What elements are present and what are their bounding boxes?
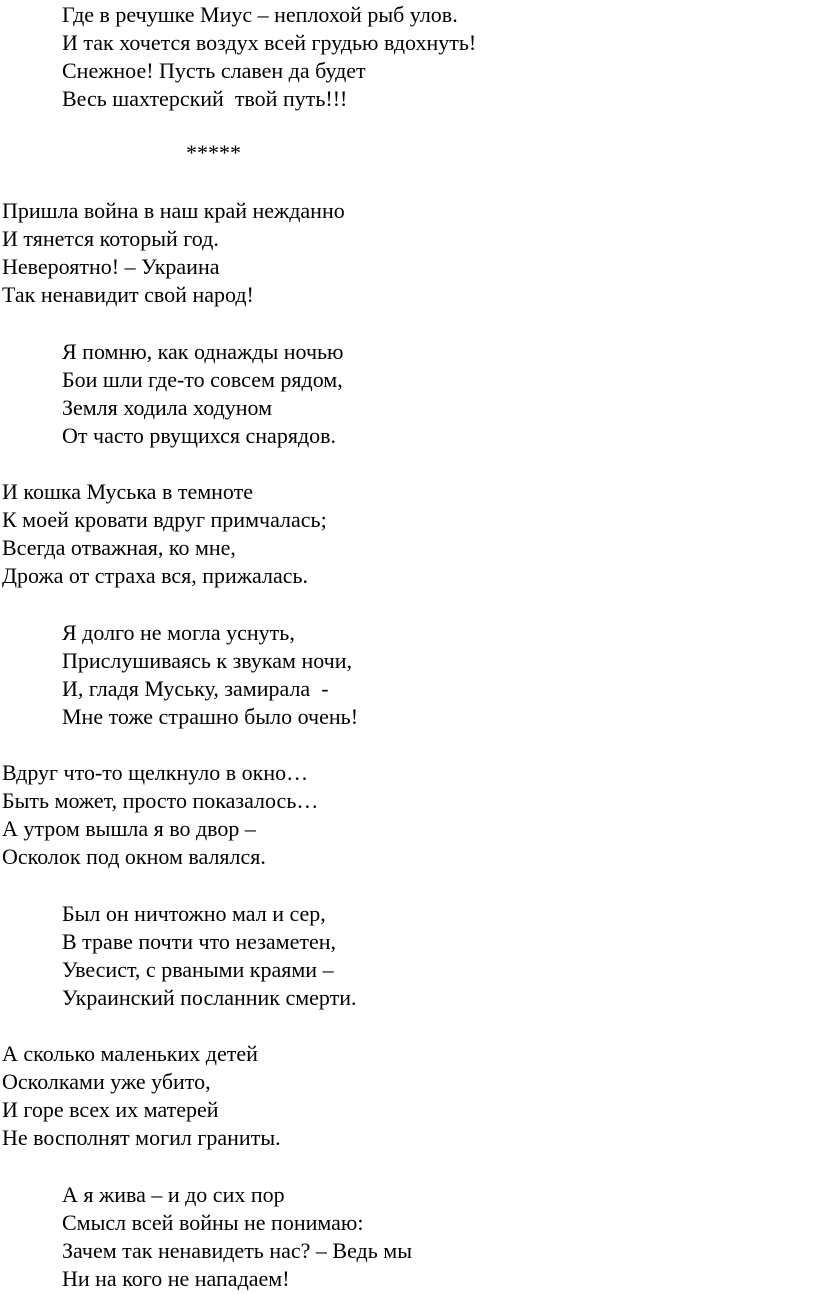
- poem-line: Вдруг что-то щелкнуло в окно…: [2, 760, 309, 785]
- poem-line: Где в речушке Миус – неплохой рыб улов.: [62, 2, 458, 27]
- poem-line: Ни на кого не нападаем!: [62, 1266, 290, 1291]
- poem-line: Пришла война в наш край нежданно: [2, 198, 345, 223]
- poem-line: Быть может, просто показалось…: [2, 788, 319, 813]
- poem-line: Я помню, как однажды ночью: [62, 339, 344, 364]
- stanza-9: [62, 1181, 412, 1293]
- stanza-7: [62, 900, 357, 1012]
- poem-line: Увесист, с рваными краями –: [62, 957, 334, 982]
- stanza-3: [62, 338, 343, 450]
- poem-line: Смысл всей войны не понимаю:: [62, 1210, 364, 1235]
- poem-line: И тянется который год.: [2, 226, 219, 251]
- section-separator: *****: [186, 140, 241, 165]
- poem-line: И горе всех их матерей: [2, 1097, 219, 1122]
- poem-line: В траве почти что незаметен,: [62, 929, 336, 954]
- poem-line: Был он ничтожно мал и сер,: [62, 901, 326, 926]
- poem-line: Всегда отважная, ко мне,: [2, 535, 236, 560]
- stanza-8: [2, 1040, 281, 1152]
- stanza-5: [62, 619, 358, 731]
- poem-line: А я жива – и до сих пор: [62, 1182, 285, 1207]
- stanza-2: [2, 197, 345, 309]
- poem-line: Невероятно! – Украина: [2, 254, 220, 279]
- poem-line: Дрожа от страха вся, прижалась.: [2, 563, 309, 588]
- poem-line: Снежное! Пусть славен да будет: [62, 58, 366, 83]
- stanza-1: [62, 1, 476, 113]
- poem-line: Мне тоже страшно было очень!: [62, 704, 359, 729]
- poem-line: Украинский посланник смерти.: [62, 985, 357, 1010]
- poem-line: Прислушиваясь к звукам ночи,: [62, 648, 352, 673]
- poem-line: Так ненавидит свой народ!: [2, 282, 254, 307]
- poem-line: Не восполнят могил граниты.: [2, 1125, 281, 1150]
- poem-line: Я долго не могла уснуть,: [62, 620, 295, 645]
- poem-line: Бои шли где-то совсем рядом,: [62, 367, 343, 392]
- poem-line: А утром вышла я во двор –: [2, 816, 256, 841]
- poem-line: Осколками уже убито,: [2, 1069, 211, 1094]
- poem-line: Зачем так ненавидеть нас? – Ведь мы: [62, 1238, 412, 1263]
- poem-line: И, гладя Муську, замирала -: [62, 676, 329, 701]
- stanza-6: [2, 759, 318, 871]
- poem-line: И кошка Муська в темноте: [2, 479, 254, 504]
- poem-line: От часто рвущихся снарядов.: [62, 423, 337, 448]
- poem-line: А сколько маленьких детей: [2, 1041, 258, 1066]
- poem-line: К моей кровати вдруг примчалась;: [2, 507, 327, 532]
- poem-line: Осколок под окном валялся.: [2, 844, 266, 869]
- poem-line: Земля ходила ходуном: [62, 395, 273, 420]
- poem-line: И так хочется воздух всей грудью вдохнуть!: [62, 30, 477, 55]
- poem-line: Весь шахтерский твой путь!!!: [62, 86, 348, 111]
- stanza-4: [2, 478, 327, 590]
